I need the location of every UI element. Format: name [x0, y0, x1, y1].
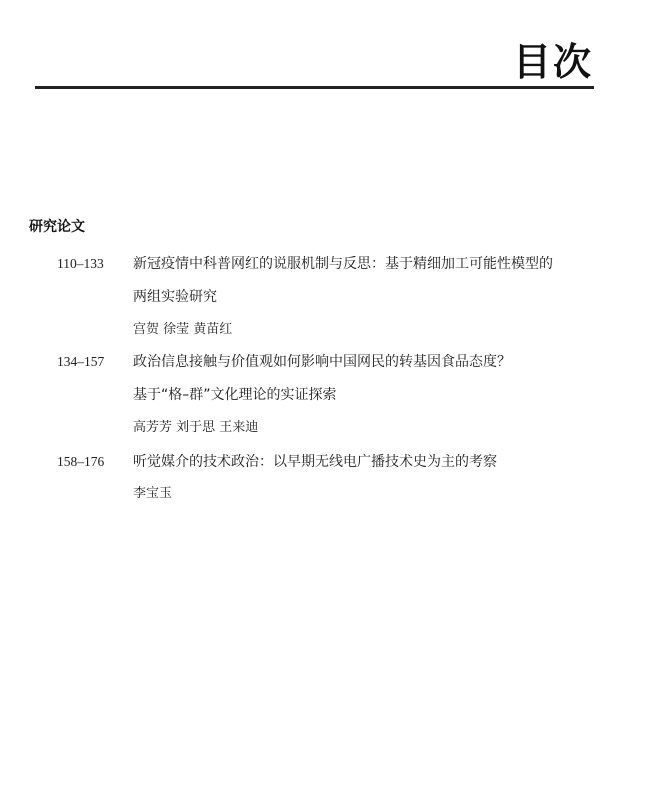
page-range: 134–157 — [57, 354, 105, 369]
article-authors: 高芳芳 刘于思 王来迪 — [133, 420, 259, 435]
page-range: 110–133 — [57, 256, 104, 271]
article-authors: 宫贺 徐莹 黄苗红 — [133, 322, 233, 337]
section-heading: 研究论文 — [29, 219, 85, 235]
page-range: 158–176 — [57, 454, 105, 469]
title-divider — [35, 86, 594, 89]
article-title-line[interactable]: 两组实验研究 — [133, 289, 217, 305]
page-title: 目次 — [512, 39, 593, 84]
article-title-line[interactable]: 听觉媒介的技术政治：以早期无线电广播技术史为主的考察 — [133, 454, 497, 470]
article-title-line[interactable]: 基于“格–群”文化理论的实证探索 — [133, 387, 337, 403]
article-title-line[interactable]: 新冠疫情中科普网红的说服机制与反思：基于精细加工可能性模型的 — [133, 256, 553, 272]
article-title-line[interactable]: 政治信息接触与价值观如何影响中国网民的转基因食品态度？ — [133, 354, 511, 370]
article-authors: 李宝玉 — [133, 486, 173, 501]
